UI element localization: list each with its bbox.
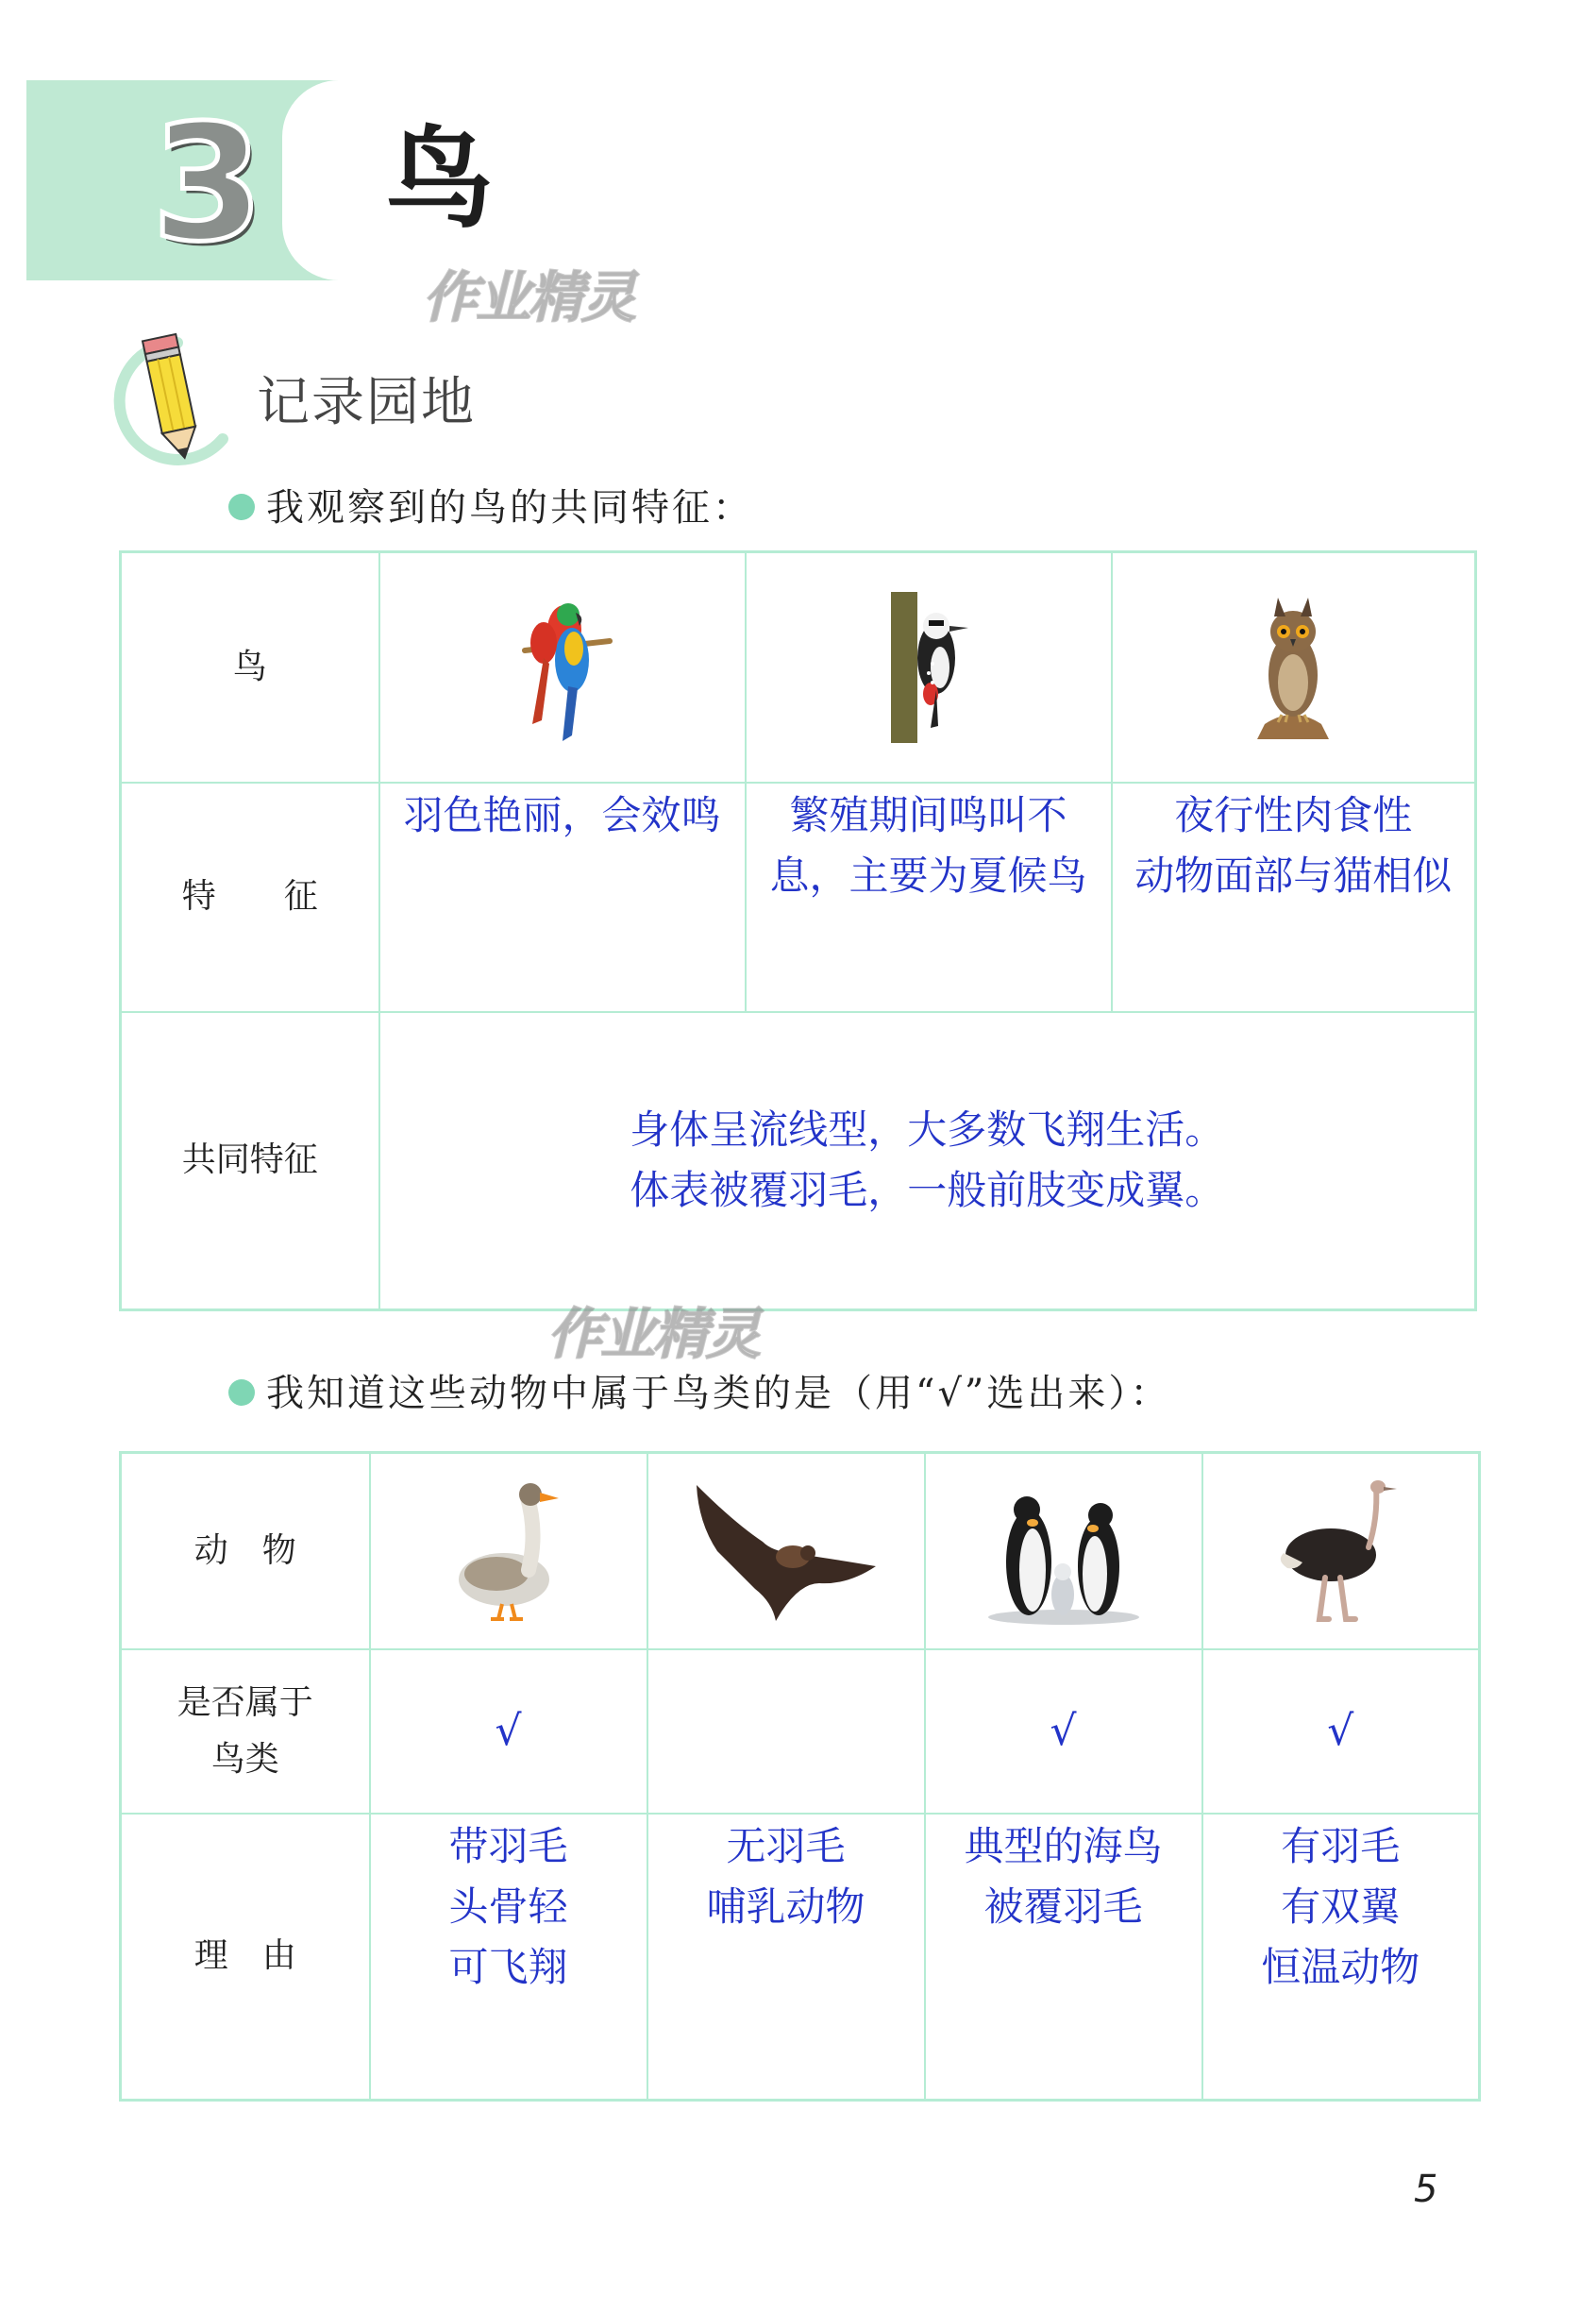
bird-feature-cell (379, 783, 746, 1012)
table-row (121, 1012, 1476, 1310)
feature-line: 息，主要为夏候鸟 (769, 852, 1087, 899)
parrot-icon (506, 592, 619, 743)
watermark: 作业精灵 (423, 265, 635, 329)
feature-line: 动物面部与猫相似 (1134, 852, 1453, 899)
reason-line: 哺乳动物 (706, 1882, 865, 1930)
section-heading: 记录园地 (257, 372, 476, 433)
reason-line: 典型的海鸟 (964, 1822, 1163, 1869)
owl-icon (1246, 592, 1340, 743)
table2-prompt (228, 1367, 1170, 1420)
feature-line: 夜行性肉食性 (1174, 791, 1413, 838)
bird-features-table (119, 550, 1477, 1311)
reason-cell (925, 1814, 1202, 2101)
table-row (121, 783, 1476, 1012)
woodpecker-icon (882, 592, 976, 743)
table-row (121, 552, 1476, 783)
reason-cell (370, 1814, 647, 2101)
common-line: 体表被覆羽毛，一般前肢变成翼。 (630, 1167, 1225, 1214)
feature-line: 羽色艳丽，会效鸣 (403, 791, 721, 838)
reason-line: 可飞翔 (448, 1943, 568, 1990)
feature-line: 繁殖期间鸣叫不 (789, 791, 1067, 838)
row-label-animal: 动 物 (121, 1453, 370, 1649)
table1-prompt-text: 我观察到的鸟的共同特征： (266, 486, 753, 530)
ostrich-icon (1274, 1476, 1406, 1627)
watermark: 作业精灵 (547, 1302, 760, 1366)
penguin-icon (983, 1476, 1144, 1627)
table-row (121, 1649, 1480, 1814)
reason-line: 带羽毛 (448, 1822, 568, 1869)
common-line: 身体呈流线型，大多数飞翔生活。 (630, 1106, 1225, 1154)
row-label-features: 特 征 (121, 783, 379, 1012)
reason-line: 无羽毛 (726, 1822, 846, 1869)
page-number: 5 (1414, 2168, 1438, 2211)
bird-image-cell (746, 552, 1112, 783)
check-mark (647, 1649, 925, 1814)
row-label-is-bird (121, 1649, 370, 1814)
table1-prompt (228, 481, 753, 534)
reason-line: 有双翼 (1281, 1882, 1401, 1930)
lesson-title: 鸟 (385, 116, 495, 243)
goose-icon (447, 1476, 570, 1627)
reason-line: 头骨轻 (448, 1882, 568, 1930)
reason-line: 有羽毛 (1281, 1822, 1401, 1869)
bat-icon (687, 1476, 885, 1627)
check-mark: √ (925, 1649, 1202, 1814)
check-mark: √ (1202, 1649, 1480, 1814)
table-row (121, 1814, 1480, 2101)
animal-image-cell (647, 1453, 925, 1649)
animal-classification-table (119, 1451, 1481, 2102)
row-label-reason: 理 由 (121, 1814, 370, 2101)
reason-line: 恒温动物 (1261, 1943, 1420, 1990)
animal-image-cell (925, 1453, 1202, 1649)
row-label-is-bird-line1: 是否属于 (176, 1682, 313, 1722)
check-mark: √ (370, 1649, 647, 1814)
bird-feature-cell (746, 783, 1112, 1012)
bird-feature-cell (1112, 783, 1476, 1012)
reason-line: 被覆羽毛 (983, 1882, 1143, 1930)
bullet-dot (228, 1379, 255, 1406)
row-label-is-bird-line2: 鸟类 (210, 1739, 279, 1779)
animal-image-cell (370, 1453, 647, 1649)
reason-cell (647, 1814, 925, 2101)
table2-prompt-text: 我知道这些动物中属于鸟类的是（用“√”选出来）： (266, 1372, 1171, 1415)
reason-cell (1202, 1814, 1480, 2101)
bird-image-cell (1112, 552, 1476, 783)
row-label-bird: 鸟 (121, 552, 379, 783)
common-features-cell (379, 1012, 1476, 1310)
pencil-icon (111, 326, 244, 467)
bullet-dot (228, 494, 255, 520)
row-label-common: 共同特征 (121, 1012, 379, 1310)
bird-image-cell (379, 552, 746, 783)
table-row (121, 1453, 1480, 1649)
lesson-number: 3 (151, 91, 264, 278)
animal-image-cell (1202, 1453, 1480, 1649)
